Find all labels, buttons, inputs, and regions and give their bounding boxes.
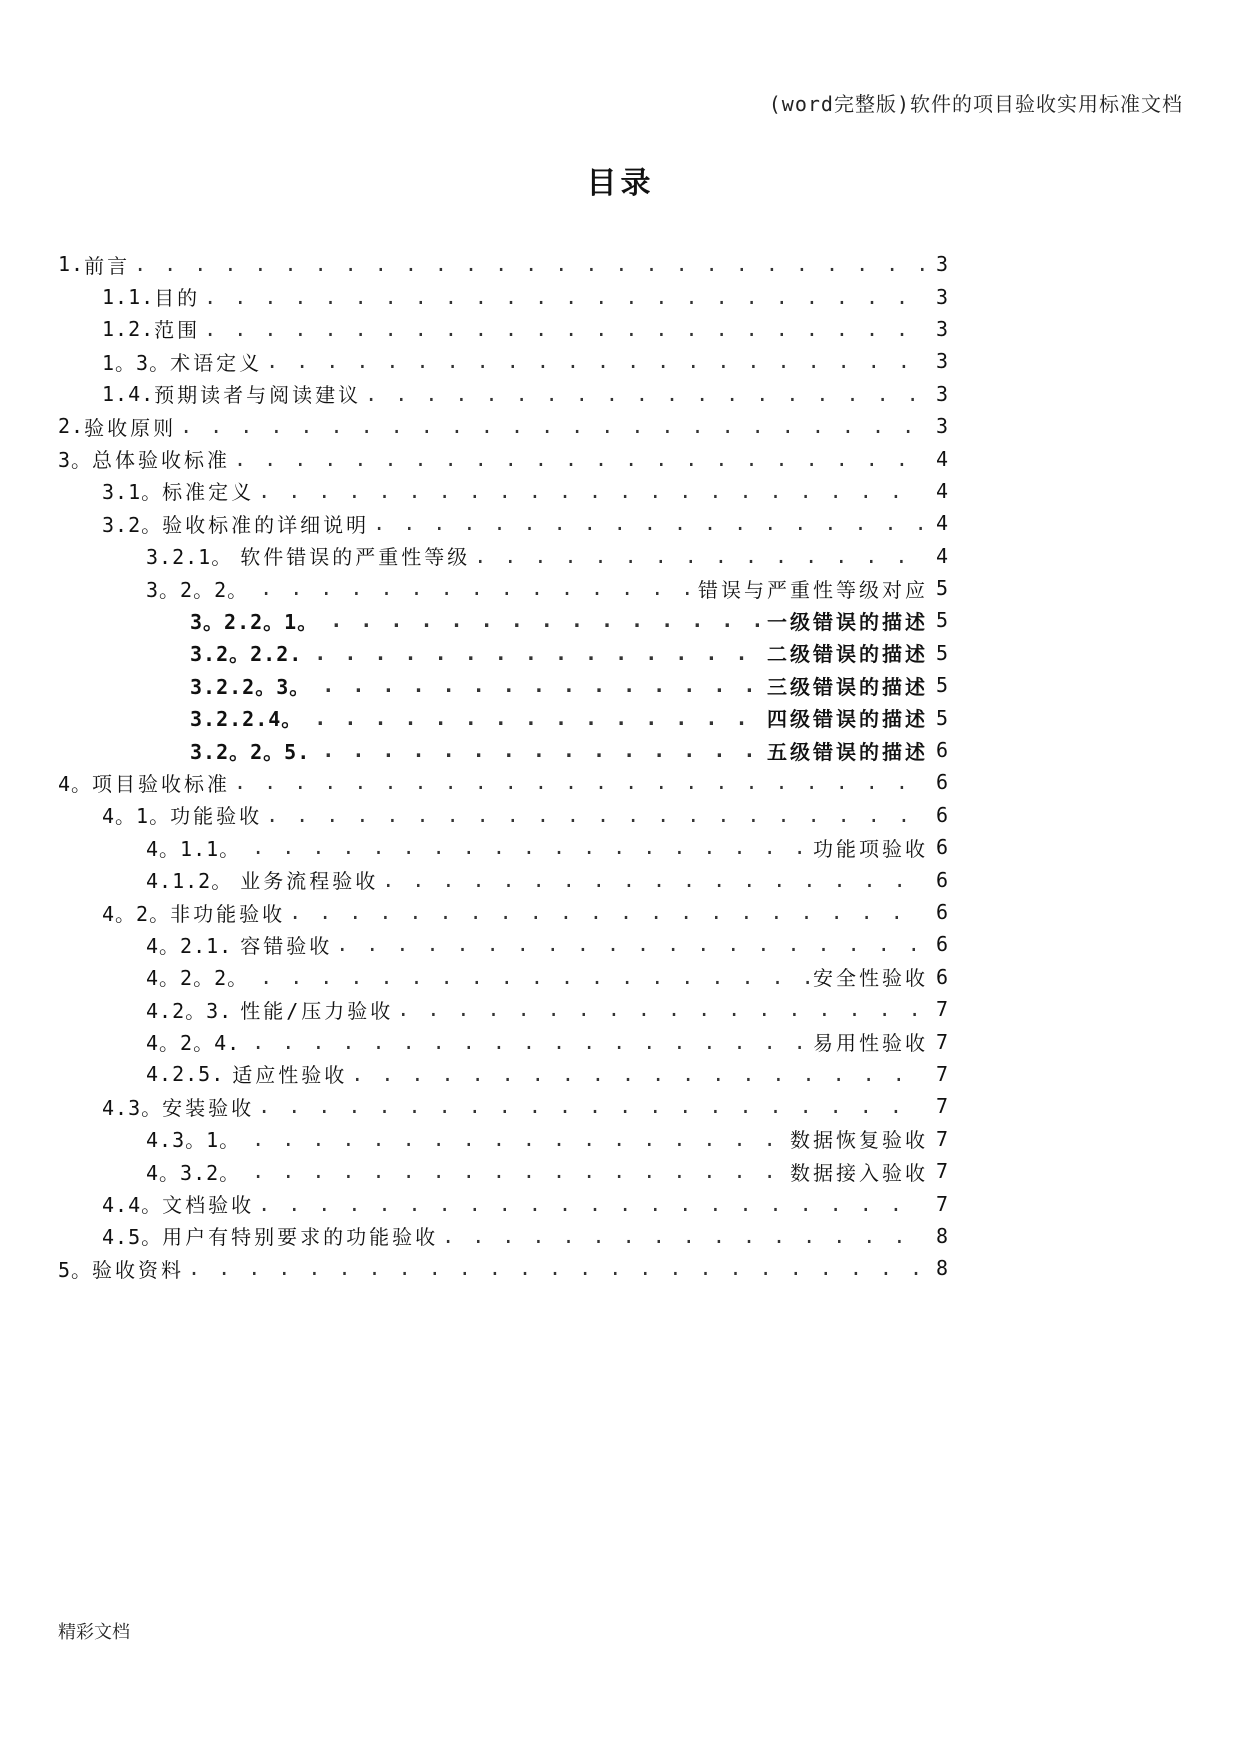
- toc-entry-number: 3.2。2.2.: [190, 642, 303, 667]
- toc-entry-number: 4。2。2。: [146, 966, 249, 991]
- toc-dot-leader: [258, 1094, 924, 1118]
- toc-entry[interactable]: [58, 604, 948, 636]
- toc-dot-leader: [351, 1062, 924, 1086]
- toc-entry-label: 功能项验收: [813, 836, 928, 861]
- toc-entry[interactable]: [58, 345, 948, 377]
- toc-entry[interactable]: [58, 475, 948, 507]
- toc-entry-page-number: 6: [935, 867, 948, 892]
- toc-entry-number: 4。2.1.: [146, 933, 233, 958]
- document-footer: 精彩文档: [58, 1622, 130, 1643]
- toc-entry-page-number: 6: [935, 802, 948, 827]
- toc-entry-number: 3.2.1。: [146, 545, 233, 570]
- toc-entry-number: 1。3。: [102, 350, 171, 375]
- toc-entry-label: 数据接入验收: [790, 1160, 928, 1185]
- toc-dot-leader: [188, 1256, 924, 1280]
- toc-dot-leader: [266, 349, 924, 373]
- toc-entry-page-number: 3: [935, 414, 948, 439]
- toc-entry-page-number: 7: [935, 1061, 948, 1086]
- toc-dot-leader: [397, 997, 924, 1021]
- toc-entry-label: 预期读者与阅读建议: [154, 383, 362, 408]
- toc-entry-page-number: 7: [935, 1159, 948, 1184]
- toc-entry-label: 四级错误的描述: [767, 707, 928, 732]
- toc-entry[interactable]: [58, 1155, 948, 1187]
- toc-entry[interactable]: [58, 961, 948, 993]
- toc-entry[interactable]: [58, 799, 948, 831]
- toc-entry-label: 前言: [84, 253, 131, 278]
- toc-entry[interactable]: [58, 831, 948, 863]
- toc-entry-label: 五级错误的描述: [767, 739, 928, 764]
- toc-dot-leader: [266, 803, 924, 827]
- toc-dot-leader: [322, 738, 763, 762]
- toc-entry-number: 4.2。3.: [146, 998, 233, 1023]
- toc-entry-number: 4.3。1。: [146, 1128, 241, 1153]
- toc-entry-label: 非功能验收: [170, 901, 286, 926]
- toc-entry-number: 1.4.: [102, 381, 155, 406]
- toc-entry-page-number: 6: [935, 738, 948, 763]
- toc-entry[interactable]: [58, 410, 948, 442]
- toc-entry-page-number: 6: [935, 770, 948, 795]
- toc-entry[interactable]: [58, 1220, 948, 1252]
- toc-dot-leader: [322, 673, 763, 697]
- toc-dot-leader: [260, 965, 809, 989]
- toc-entry-number: 4。3.2。: [146, 1160, 241, 1185]
- toc-entry[interactable]: [58, 1123, 948, 1155]
- toc-dot-leader: [336, 932, 924, 956]
- toc-entry-page-number: 5: [935, 705, 948, 730]
- toc-entry[interactable]: [58, 896, 948, 928]
- toc-entry[interactable]: [58, 734, 948, 766]
- toc-entry-number: 1.2.: [102, 316, 155, 341]
- toc-entry-page-number: 8: [935, 1223, 948, 1248]
- toc-entry-label: 易用性验收: [813, 1031, 928, 1056]
- toc-entry[interactable]: [58, 993, 948, 1025]
- toc-dot-leader: [252, 835, 809, 859]
- toc-entry-label: 术语定义: [170, 350, 263, 375]
- toc-entry-number: 4。1。: [102, 804, 171, 829]
- toc-dot-leader: [442, 1224, 924, 1248]
- toc-dot-leader: [260, 576, 694, 600]
- toc-entry-number: 2.: [58, 414, 85, 439]
- toc-entry-page-number: 6: [935, 932, 948, 957]
- toc-entry-label: 数据恢复验收: [790, 1128, 928, 1153]
- toc-entry-page-number: 6: [935, 835, 948, 860]
- toc-entry-number: 4。: [58, 771, 93, 796]
- toc-entry-label: 容错验收: [240, 933, 333, 958]
- toc-entry-page-number: 4: [935, 478, 948, 503]
- document-header: (word完整版)软件的项目验收实用标准文档: [768, 92, 1183, 116]
- page-title: 目录: [586, 166, 655, 201]
- toc-entry-number: 4.4。: [102, 1193, 163, 1218]
- toc-entry-number: 1.1.: [102, 284, 155, 309]
- toc-dot-leader: [258, 479, 924, 503]
- toc-entry-number: 3。2。2。: [146, 577, 249, 602]
- toc-entry-number: 4。1.1。: [146, 836, 241, 861]
- toc-entry-number: 4。2。: [102, 901, 171, 926]
- toc-entry-page-number: 5: [935, 640, 948, 665]
- toc-entry[interactable]: [58, 863, 948, 895]
- toc-entry[interactable]: [58, 1090, 948, 1122]
- toc-dot-leader: [289, 900, 924, 924]
- toc-entry-label: 标准定义: [162, 480, 255, 505]
- toc-entry-label: 业务流程验收: [240, 869, 379, 894]
- toc-entry-number: 4.1.2。: [146, 869, 233, 894]
- toc-entry[interactable]: [58, 313, 948, 345]
- toc-entry-page-number: 4: [935, 511, 948, 536]
- toc-entry-label: 验收原则: [84, 415, 177, 440]
- toc-dot-leader: [252, 1030, 809, 1054]
- toc-entry-label: 安全性验收: [813, 966, 928, 991]
- toc-entry-page-number: 3: [935, 252, 948, 277]
- toc-dot-leader: [252, 1159, 786, 1183]
- toc-entry-page-number: 7: [935, 1094, 948, 1119]
- toc-entry-label: 文档验收: [162, 1193, 255, 1218]
- toc-entry-page-number: 5: [935, 608, 948, 633]
- toc-entry[interactable]: [58, 540, 948, 572]
- toc-entry[interactable]: [58, 280, 948, 312]
- toc-entry-label: 适应性验收: [232, 1063, 348, 1088]
- toc-entry-number: 3.2.2.4。: [190, 707, 303, 732]
- toc-entry[interactable]: [58, 669, 948, 701]
- toc-dot-leader: [204, 317, 924, 341]
- toc-entry-page-number: 7: [935, 1191, 948, 1216]
- toc-entry-label: 性能/压力验收: [240, 998, 394, 1023]
- toc-entry[interactable]: [58, 378, 948, 410]
- toc-dot-leader: [234, 447, 924, 471]
- toc-entry[interactable]: [58, 1025, 948, 1057]
- toc-entry-number: 1.: [58, 252, 85, 277]
- toc-dot-leader: [314, 706, 763, 730]
- toc-entry-label: 错误与严重性等级对应: [698, 577, 928, 602]
- toc-entry-page-number: 4: [935, 446, 948, 471]
- toc-entry[interactable]: [58, 928, 948, 960]
- toc-entry-page-number: 3: [935, 284, 948, 309]
- toc-entry[interactable]: [58, 248, 948, 280]
- toc-entry-page-number: 3: [935, 381, 948, 406]
- toc-entry-number: 4.2.5.: [146, 1061, 225, 1086]
- toc-dot-leader: [252, 1127, 786, 1151]
- toc-entry-number: 4。2。4.: [146, 1031, 241, 1056]
- toc-entry-label: 总体验收标准: [92, 448, 231, 473]
- toc-entry-page-number: 4: [935, 543, 948, 568]
- toc-entry-label: 目的: [154, 286, 201, 311]
- toc-entry-label: 验收标准的详细说明: [162, 512, 370, 537]
- toc-entry-page-number: 6: [935, 964, 948, 989]
- toc-entry-label: 三级错误的描述: [767, 674, 928, 699]
- toc-entry[interactable]: [58, 572, 948, 604]
- toc-entry-number: 3。2.2。1。: [190, 609, 319, 634]
- toc-entry-number: 3.2。2。5.: [190, 739, 311, 764]
- toc-entry-page-number: 5: [935, 673, 948, 698]
- toc-entry-page-number: 5: [935, 576, 948, 601]
- toc-entry-page-number: 7: [935, 1126, 948, 1151]
- toc-entry[interactable]: [58, 637, 948, 669]
- toc-entry-label: 验收资料: [92, 1257, 185, 1282]
- toc-dot-leader: [373, 511, 924, 535]
- table-of-contents: [58, 248, 948, 1285]
- toc-entry-number: 3.1。: [102, 480, 163, 505]
- toc-dot-leader: [382, 868, 924, 892]
- toc-entry-label: 用户有特别要求的功能验收: [162, 1225, 439, 1250]
- toc-entry-page-number: 7: [935, 997, 948, 1022]
- toc-dot-leader: [258, 1192, 924, 1216]
- toc-entry-number: 3.2.2。3。: [190, 674, 311, 699]
- toc-entry-page-number: 3: [935, 349, 948, 374]
- toc-entry-number: 4.3。: [102, 1095, 163, 1120]
- toc-dot-leader: [474, 544, 924, 568]
- toc-dot-leader: [204, 285, 924, 309]
- toc-dot-leader: [330, 608, 763, 632]
- toc-entry-label: 安装验收: [162, 1095, 255, 1120]
- toc-entry-page-number: 3: [935, 316, 948, 341]
- toc-entry[interactable]: [58, 442, 948, 474]
- toc-entry-page-number: 7: [935, 1029, 948, 1054]
- toc-entry-page-number: 8: [935, 1256, 948, 1281]
- toc-entry-label: 一级错误的描述: [767, 609, 928, 634]
- toc-entry-number: 4.5。: [102, 1225, 163, 1250]
- toc-entry[interactable]: [58, 1058, 948, 1090]
- toc-entry-number: 5。: [58, 1257, 93, 1282]
- toc-entry[interactable]: [58, 701, 948, 733]
- toc-entry[interactable]: [58, 1252, 948, 1284]
- toc-dot-leader: [314, 641, 763, 665]
- toc-entry-number: 3.2。: [102, 512, 163, 537]
- toc-dot-leader: [365, 382, 924, 406]
- toc-entry[interactable]: [58, 766, 948, 798]
- toc-dot-leader: [134, 252, 924, 276]
- toc-dot-leader: [234, 770, 924, 794]
- toc-entry-label: 范围: [154, 318, 201, 343]
- toc-entry-label: 软件错误的严重性等级: [240, 545, 471, 570]
- toc-entry-label: 项目验收标准: [92, 771, 231, 796]
- toc-entry-page-number: 6: [935, 900, 948, 924]
- toc-dot-leader: [180, 414, 924, 438]
- toc-entry[interactable]: [58, 1187, 948, 1219]
- toc-entry[interactable]: [58, 507, 948, 539]
- toc-entry-number: 3。: [58, 448, 93, 473]
- toc-entry-label: 功能验收: [170, 804, 263, 829]
- toc-entry-label: 二级错误的描述: [767, 642, 928, 667]
